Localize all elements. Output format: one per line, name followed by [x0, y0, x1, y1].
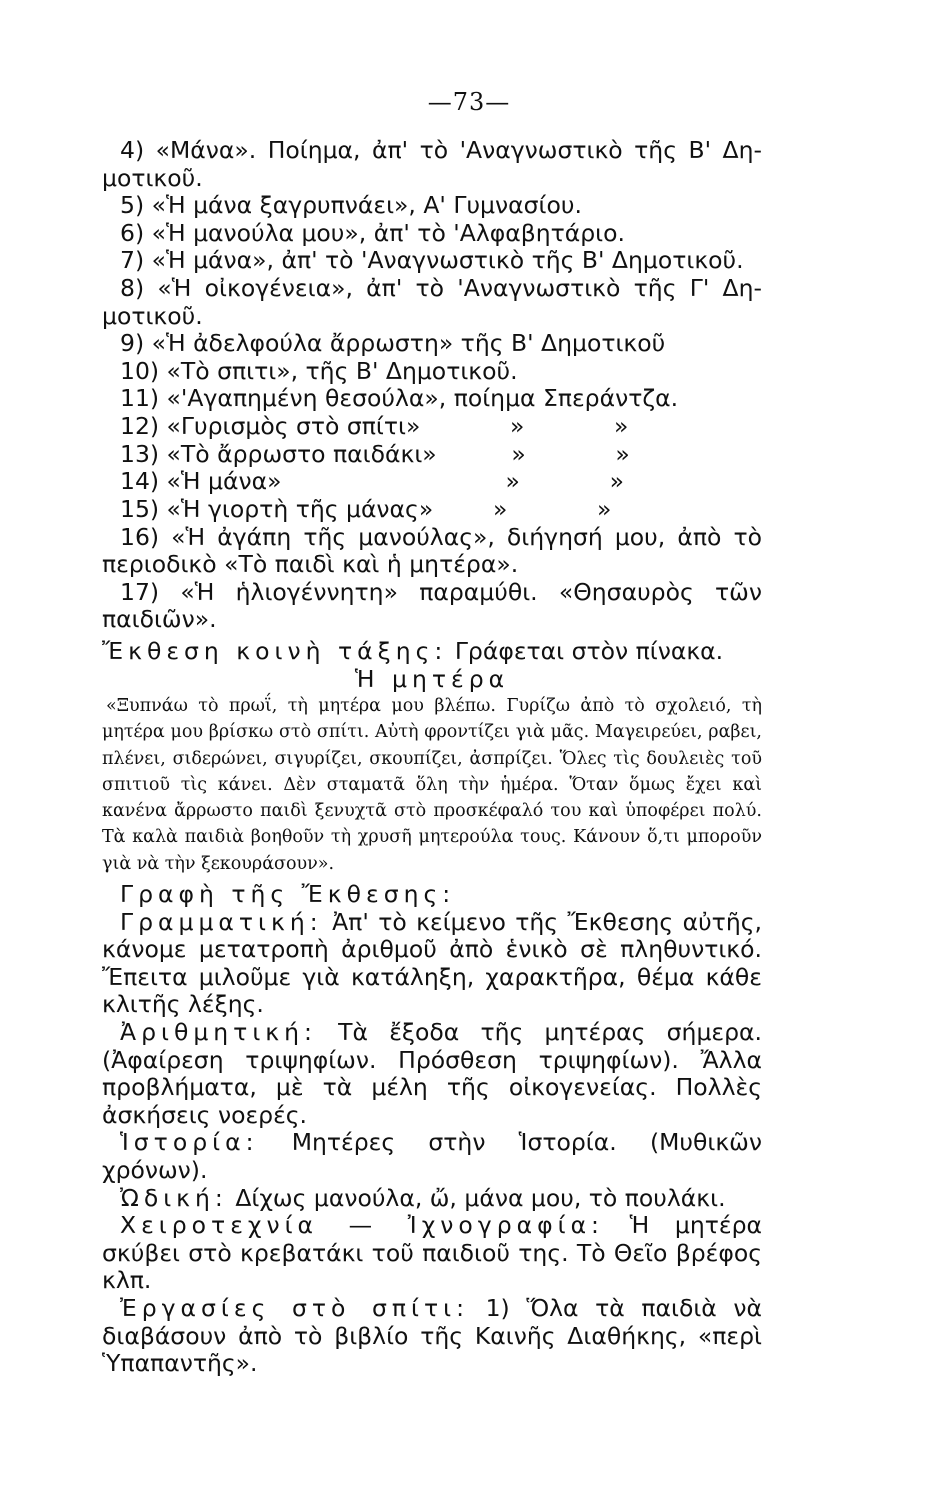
essay-title: Ἡ μητέρα — [354, 664, 510, 693]
page-body — [102, 137, 762, 1378]
arithmitiki-paragraph — [102, 1019, 762, 1129]
list-item: 15) «Ἡ γιορτὴ τῆς μάνας» » » — [120, 494, 612, 523]
list-item: 6) «Ἡ μανούλα μου», ἀπ' τὸ 'Αλφαβητάριο. — [120, 218, 625, 247]
xeirotexnia-heading: Χειροτεχνία — Ἰχνογραφία: — [120, 1211, 604, 1240]
ergasies-heading: Ἐργασίες στὸ σπίτι: — [120, 1294, 469, 1323]
istoria-heading: Ἱστορία: — [120, 1128, 259, 1157]
list-item: 4) «Μάνα». Ποίημα, ἀπ' τὸ 'Αναγνωστικὸ τῆς Β' Δη-μοτικοῦ. — [102, 136, 762, 192]
list-item: 17) «Ἡ ἡλιογέννητη» παραμύθι. «Θησαυρὸς τῶν παιδιῶν». — [102, 577, 762, 634]
list-item: 14) «Ἡ μάνα» » » — [120, 467, 624, 496]
list-item: 12) «Γυρισμὸς στὸ σπίτι» » » — [120, 412, 629, 441]
list-item: 13) «Τὸ ἄρρωστο παιδάκι» » » — [120, 439, 630, 468]
grammatiki-heading: Γραμματική: — [120, 907, 323, 936]
ekthesi-heading: Ἔκθεση κοινὴ τάξης: — [102, 636, 448, 665]
odiki-text: Δίχως μανούλα, ὤ, μάνα μου, τὸ πουλάκι. — [235, 1183, 726, 1212]
ekthesi-line — [102, 638, 762, 666]
ekthesi-text: Γράφεται στὸν πίνακα. — [454, 636, 724, 665]
arithmitiki-text: Τὰ ἔξοδα τῆς μητέρας σήμερα. (Ἀφαίρεση τριψηφίων. Πρόσθεση τριψηφίων). Ἄλλα προβλήματα, μὲ τὰ μέλη τῆς οἰκογενείας. Πολλὲς ἀσκήσεις νοερές. — [102, 1017, 762, 1129]
list-item: 8) «Ἡ οἰκογένεια», ἀπ' τὸ 'Αναγνωστικὸ τῆς Γ' Δη-μοτικοῦ. — [102, 274, 762, 330]
ergasies-paragraph — [102, 1295, 762, 1378]
xeirotexnia-paragraph — [102, 1212, 762, 1295]
list-item: 11) «'Αγαπημένη θεσούλα», ποίημα Σπεράντζα. — [120, 384, 679, 413]
odiki-paragraph — [102, 1185, 762, 1213]
xeirotexnia-text: Ἡ μητέρα σκύβει στὸ κρεβατάκι τοῦ παιδιοῦ της. Τὸ Θεῖο βρέφος κλπ. — [102, 1211, 762, 1295]
grammatiki-paragraph — [102, 909, 762, 1019]
istoria-text: Μητέρες στὴν Ἱστορία. (Μυθικῶν χρόνων). — [102, 1128, 762, 1185]
arithmitiki-heading: Ἀριθμητική: — [120, 1017, 317, 1046]
grammatiki-text: Ἀπ' τὸ κείμενο τῆς Ἔκθεσης αὐτῆς, κάνομε μετατροπὴ ἀριθμοῦ ἀπὸ ἑνικὸ σὲ πληθυντικό. Ἔπειτα μιλοῦμε γιὰ κατάληξη, χαρακτῆρα, θέμα κάθε κλιτῆς λέξης. — [102, 907, 762, 1019]
list-item: 16) «Ἡ ἀγάπη τῆς μανούλας», διήγησή μου, ἀπὸ τὸ περιοδικὸ «Τὸ παιδὶ καὶ ἡ μητέρα». — [102, 522, 762, 579]
ergasies-text: 1) Ὅλα τὰ παιδιὰ νὰ διαβάσουν ἀπὸ τὸ βιβλίο τῆς Καινῆς Διαθήκης, «περὶ Ὑπαπαντῆς». — [102, 1294, 762, 1378]
list-item: 9) «Ἡ ἀδελφούλα ἄρρωστη» τῆς Β' Δημοτικοῦ — [120, 329, 666, 358]
list-item: 10) «Τὸ σπιτι», τῆς Β' Δημοτικοῦ. — [120, 356, 518, 385]
list-item: 5) «Ἡ μάνα ξαγρυπνάει», Α' Γυμνασίου. — [120, 191, 582, 220]
list-item: 7) «Ἡ μάνα», ἀπ' τὸ 'Αναγνωστικὸ τῆς Β' Δημοτικοῦ. — [120, 246, 744, 275]
odiki-heading: Ὠδική: — [120, 1183, 228, 1212]
page-number: —73— — [427, 88, 511, 116]
grafi-heading: Γραφὴ τῆς Ἔκθεσης: — [120, 879, 456, 908]
istoria-paragraph — [102, 1129, 762, 1184]
essay-quote: «Ξυπνάω τὸ πρωΐ, τὴ μητέρα μου βλέπω. Γυρίζω ἀπὸ τὸ σχολειό, τὴ μητέρα μου βρίσκω στὸ σπίτι. Αὐτὴ φροντίζει γιὰ μᾶς. Μαγειρεύει, ραβει, πλένει, σιδερώνει, σιγυρίζει, σκουπίζει, ἀσπρίζει. Ὅλες τὶς δουλειὲς τοῦ σπιτιοῦ τὶς κάνει. Δὲν σταματᾶ ὅλη τὴν ἡμέρα. Ὅταν ὅμως ἔχει καὶ κανένα ἄρρωστο παιδὶ ξενυχτᾶ στὸ προσκέφαλό του καὶ ὑποφέρει πολύ. Τὰ καλὰ παιδιὰ βοηθοῦν τὴ χρυσῆ μητερούλα τους. Κάνουν ὅ,τι μποροῦν γιὰ νὰ τὴν ξεκουράσουν». — [102, 696, 762, 874]
